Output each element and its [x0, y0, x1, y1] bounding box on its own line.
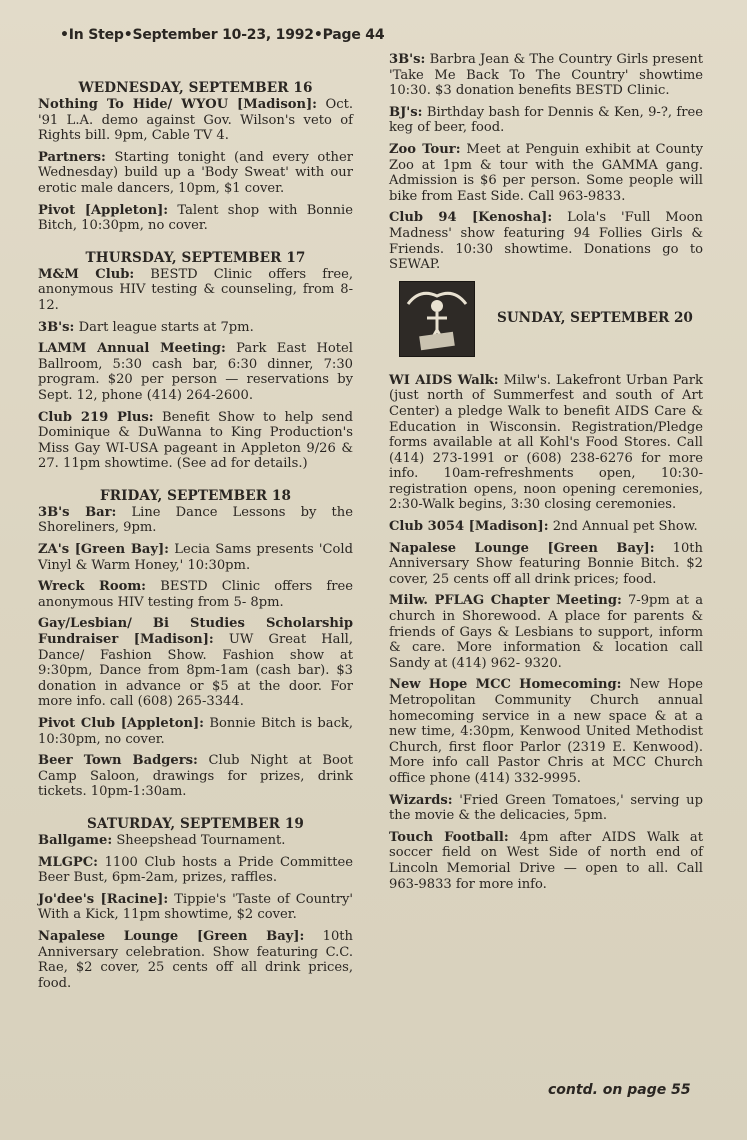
event-listing	[38, 542, 353, 573]
event-description: 'Fried Green Tomatoes,' serving up the movie & the delicacies, 5pm.	[389, 792, 703, 824]
event-listing	[38, 892, 353, 923]
event-venue: Pivot [Appleton]:	[38, 202, 169, 218]
event-listing	[38, 855, 353, 886]
event-venue: New Hope MCC Homecoming:	[389, 677, 622, 693]
event-listing	[38, 410, 353, 472]
event-description: BESTD Clinic offers free anonymous HIV testing from 5- 8pm.	[38, 579, 353, 610]
event-description: Milw's. Lakefront Urban Park (just north of Summerfest and south of Art Center) a pledge Walk to benefit AIDS Care & Education in Wisconsin. Registration/Pledge forms available at all Kohl's Food Stores. Call (414) 273-1991 or (608) 238-6276 for more info. 10am-refreshments open, 10:30- registration opens, noon opening ceremonies, 2:30-Walk begins, 3:30 closing ceremonies.	[389, 372, 703, 513]
event-listing	[389, 105, 703, 136]
event-description: Meet at Penguin exhibit at County Zoo at 1pm & tour with the GAMMA gang. Admission is $6 per person. Some people will bike from East Side. Call 963-9833.	[389, 141, 703, 204]
event-description: BESTD Clinic offers free, anonymous HIV testing & counseling, from 8-12.	[38, 266, 353, 313]
event-listing	[389, 677, 703, 786]
event-listing	[38, 579, 353, 610]
event-listing	[38, 97, 353, 144]
event-listing	[389, 210, 703, 272]
event-listing	[38, 833, 353, 849]
day-heading: SATURDAY, SEPTEMBER 19	[87, 815, 304, 832]
event-description: Park East Hotel Ballroom, 5:30 cash bar, 6:30 dinner, 7:30 program. $20 per person — reservations by Sept. 12, phone (414) 264-2600.	[38, 341, 353, 403]
event-venue: Wreck Room:	[38, 579, 147, 595]
event-venue: Club 219 Plus:	[38, 409, 154, 425]
event-listing	[389, 373, 703, 513]
event-listing	[38, 267, 353, 314]
event-venue: Napalese Lounge [Green Bay]:	[38, 928, 305, 944]
event-description: 10th Anniversary celebration. Show featuring C.C. Rae, $2 cover, 25 cents off all drink prices, food.	[38, 928, 353, 991]
event-description: Dart league starts at 7pm.	[74, 319, 254, 335]
event-listing	[389, 519, 703, 535]
event-venue: MLGPC:	[38, 854, 98, 870]
event-listing	[38, 716, 353, 747]
day-heading: THURSDAY, SEPTEMBER 17	[85, 249, 306, 266]
event-description: UW Great Hall, Dance/ Fashion Show. Fashion show at 9:30pm, Dance from 8pm-1am (cash bar). $3 donation in advance or $5 at the door. For more info. call (608) 265-3344.	[38, 632, 354, 710]
event-listing	[389, 541, 703, 588]
event-venue: Club 3054 [Madison]:	[389, 519, 549, 535]
day-heading: SUNDAY, SEPTEMBER 20	[497, 309, 693, 326]
event-description: 2nd Annual pet Show.	[548, 519, 698, 535]
event-venue: 3B's:	[389, 52, 426, 67]
event-description: Starting tonight (and every other Wednesday) build up a 'Body Sweat' with our erotic male dancers, 10pm, $1 cover.	[38, 149, 353, 196]
event-listing	[38, 616, 353, 710]
event-listing	[38, 753, 353, 800]
event-venue: 3B's Bar:	[38, 504, 117, 520]
event-description: Tippie's 'Taste of Country' With a Kick, 11pm showtime, $2 cover.	[38, 891, 353, 923]
event-venue: Nothing To Hide/ WYOU [Madison]:	[38, 97, 317, 112]
walk-illustration-icon	[399, 281, 475, 357]
event-listing	[38, 505, 353, 536]
event-listing	[38, 320, 353, 336]
event-description: 7-9pm at a church in Shorewood. A place for parents & friends of Gays & Lesbians to support, inform & care. More information & location call Sandy at (414) 962- 9320.	[389, 593, 703, 671]
event-description: Birthday bash for Dennis & Ken, 9-?, free keg of beer, food.	[389, 104, 703, 136]
event-description: Oct. '91 L.A. demo against Gov. Wilson's veto of Rights bill. 9pm, Cable TV 4.	[38, 97, 354, 144]
event-description: Sheepshead Tournament.	[112, 832, 286, 848]
continued-note: contd. on page 55	[548, 1082, 691, 1098]
event-description: Bonnie Bitch is back, 10:30pm, no cover.	[38, 716, 353, 747]
event-venue: Pivot Club [Appleton]:	[38, 716, 205, 731]
event-listing	[38, 929, 353, 991]
page-header: •In Step•September 10-23, 1992•Page 44	[60, 27, 385, 43]
event-listing	[38, 150, 353, 197]
event-listing	[389, 52, 703, 99]
left-column	[38, 76, 353, 997]
event-venue: ZA's [Green Bay]:	[38, 542, 170, 558]
event-venue: Wizards:	[389, 792, 453, 808]
event-venue: Partners:	[38, 149, 106, 165]
event-venue: WI AIDS Walk:	[389, 372, 499, 388]
event-listing	[389, 593, 703, 671]
event-venue: Napalese Lounge [Green Bay]:	[389, 540, 655, 556]
event-venue: Touch Football:	[389, 829, 509, 845]
event-venue: Gay/Lesbian/ Bi Studies Scholarship Fundraiser [Madison]:	[38, 616, 353, 648]
event-venue: LAMM Annual Meeting:	[38, 341, 226, 357]
day-heading: WEDNESDAY, SEPTEMBER 16	[78, 80, 313, 96]
event-description: Benefit Show to help send Dominique & DuWanna to King Production's Miss Gay WI-USA pageant in Appleton 9/26 & 27. 11pm showtime. (See ad for details.)	[38, 409, 353, 472]
event-listing	[389, 793, 703, 824]
event-venue: Ballgame:	[38, 832, 113, 848]
right-column	[389, 52, 703, 898]
event-listing	[389, 830, 703, 892]
event-venue: Zoo Tour:	[389, 141, 461, 157]
event-listing	[38, 203, 353, 234]
event-venue: Club 94 [Kenosha]:	[389, 210, 553, 226]
event-venue: 3B's:	[38, 319, 75, 335]
event-listing	[389, 142, 703, 204]
event-description: Lola's 'Full Moon Madness' show featuring 94 Follies Girls & Friends. 10:30 showtime. Donations go to SEWAP.	[389, 210, 703, 273]
event-description: Club Night at Boot Camp Saloon, drawings for prizes, drink tickets. 10pm-1:30am.	[38, 753, 354, 800]
event-venue: BJ's:	[389, 104, 423, 120]
event-venue: Milw. PFLAG Chapter Meeting:	[389, 593, 622, 609]
event-description: Barbra Jean & The Country Girls present 'Take Me Back To The Country' showtime 10:30. $3 donation benefits BESTD Clinic.	[389, 52, 703, 99]
event-description: 10th Anniversary Show featuring Bonnie Bitch. $2 cover, 25 cents off all drink prices; food.	[389, 540, 703, 587]
event-description: 4pm after AIDS Walk at soccer field on West Side of north end of Lincoln Memorial Drive — open to all. Call 963-9833 for more info.	[389, 829, 703, 892]
event-listing	[38, 341, 353, 403]
event-description: Line Dance Lessons by the Shoreliners, 9pm.	[38, 504, 353, 536]
event-description: Lecia Sams presents 'Cold Vinyl & Warm Honey,' 10:30pm.	[38, 542, 353, 573]
event-description: New Hope Metropolitan Community Church annual homecoming service in a new space & at a new time, 4:30pm, Kenwood United Methodist Church, first floor Parlor (2319 E. Kenwood). More info call Pastor Chris at MCC Church office phone (414) 332-9995.	[389, 677, 703, 786]
event-venue: M&M Club:	[38, 266, 135, 282]
event-venue: Beer Town Badgers:	[38, 753, 198, 769]
event-description: 1100 Club hosts a Pride Committee Beer Bust, 6pm-2am, prizes, raffles.	[38, 854, 353, 886]
day-heading: FRIDAY, SEPTEMBER 18	[99, 487, 292, 504]
event-venue: Jo'dee's [Racine]:	[38, 891, 169, 907]
event-description: Talent shop with Bonnie Bitch, 10:30pm, no cover.	[38, 202, 353, 234]
sunday-header-block	[389, 281, 703, 361]
